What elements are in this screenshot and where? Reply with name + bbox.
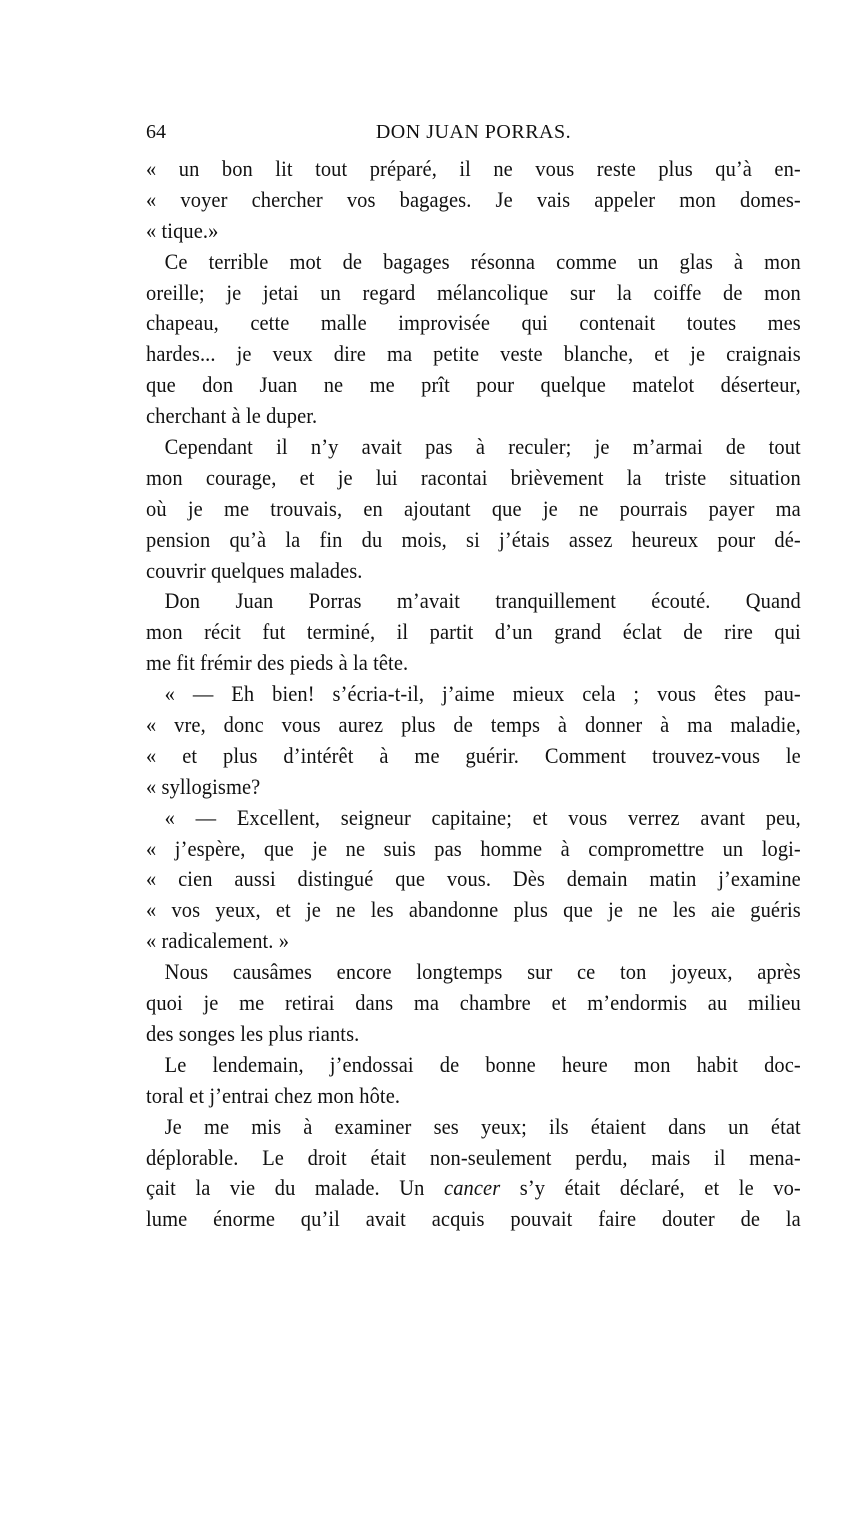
text-line: quoi je me retirai dans ma chambre et m’endormis au milieu bbox=[146, 990, 801, 1016]
text-line-with-italic bbox=[146, 1173, 801, 1204]
text-segment: s’y était déclaré, et le vo- bbox=[500, 1175, 801, 1201]
text-line: couvrir quelques malades. bbox=[146, 557, 363, 583]
italic-word: cancer bbox=[444, 1175, 501, 1201]
text-line: chapeau, cette malle improvisée qui contenait toutes mes bbox=[146, 310, 801, 336]
text-line: mon courage, et je lui racontai brièvement la triste situation bbox=[146, 464, 801, 490]
running-title: DON JUAN PORRAS. bbox=[375, 121, 572, 143]
text-line: « vos yeux, et je ne les abandonne plus que je ne les aie guéris bbox=[146, 897, 801, 923]
text-segment: çait la vie du malade. Un bbox=[146, 1175, 445, 1201]
text-line: « voyer chercher vos bagages. Je vais appeler mon domes- bbox=[146, 186, 801, 212]
text-line: mon récit fut terminé, il partit d’un grand éclat de rire qui bbox=[146, 619, 801, 645]
book-page bbox=[146, 118, 801, 1235]
text-line: « un bon lit tout préparé, il ne vous reste plus qu’à en- bbox=[146, 156, 801, 181]
text-line: « et plus d’intérêt à me guérir. Comment trouvez-vous le bbox=[146, 742, 801, 768]
running-head bbox=[146, 118, 801, 146]
text-line: Don Juan Porras m’avait tranquillement écouté. Quand bbox=[164, 588, 801, 614]
text-line: que don Juan ne me prît pour quelque matelot déserteur, bbox=[146, 372, 801, 398]
text-line: « radicalement. » bbox=[146, 928, 290, 954]
text-line: Je me mis à examiner ses yeux; ils étaient dans un état bbox=[164, 1113, 801, 1139]
text-line: Nous causâmes encore longtemps sur ce ton joyeux, après bbox=[164, 959, 801, 985]
text-line: « syllogisme? bbox=[146, 773, 261, 799]
text-line: pension qu’à la fin du mois, si j’étais assez heureux pour dé- bbox=[146, 526, 801, 552]
text-line: « j’espère, que je ne suis pas homme à compromettre un logi- bbox=[146, 835, 801, 861]
text-line: Le lendemain, j’endossai de bonne heure mon habit doc- bbox=[164, 1051, 801, 1077]
text-line: « tique.» bbox=[146, 217, 219, 243]
text-line: oreille; je jetai un regard mélancolique sur la coiffe de mon bbox=[146, 279, 801, 305]
text-line: « — Eh bien! s’écria-t-il, j’aime mieux cela ; vous êtes pau- bbox=[164, 681, 801, 707]
text-line: « — Excellent, seigneur capitaine; et vous verrez avant peu, bbox=[164, 804, 801, 830]
body-text bbox=[146, 154, 801, 1235]
text-line: « vre, donc vous aurez plus de temps à donner à ma maladie, bbox=[146, 712, 801, 738]
page-number: 64 bbox=[146, 121, 166, 143]
text-line: où je me trouvais, en ajoutant que je ne pourrais payer ma bbox=[146, 495, 801, 521]
text-line: me fit frémir des pieds à la tête. bbox=[146, 650, 409, 676]
text-line: déplorable. Le droit était non-seulement perdu, mais il mena- bbox=[146, 1144, 801, 1170]
text-line: cherchant à le duper. bbox=[146, 403, 318, 429]
text-line: hardes... je veux dire ma petite veste blanche, et je craignais bbox=[146, 341, 801, 367]
text-line: toral et j’entrai chez mon hôte. bbox=[146, 1082, 401, 1108]
text-line: des songes les plus riants. bbox=[146, 1020, 360, 1046]
text-line: lume énorme qu’il avait acquis pouvait faire douter de la bbox=[146, 1206, 801, 1232]
text-line: Cependant il n’y avait pas à reculer; je m’armai de tout bbox=[164, 434, 801, 460]
text-line: « cien aussi distingué que vous. Dès demain matin j’examine bbox=[146, 866, 801, 892]
text-line: Ce terrible mot de bagages résonna comme un glas à mon bbox=[164, 248, 801, 274]
